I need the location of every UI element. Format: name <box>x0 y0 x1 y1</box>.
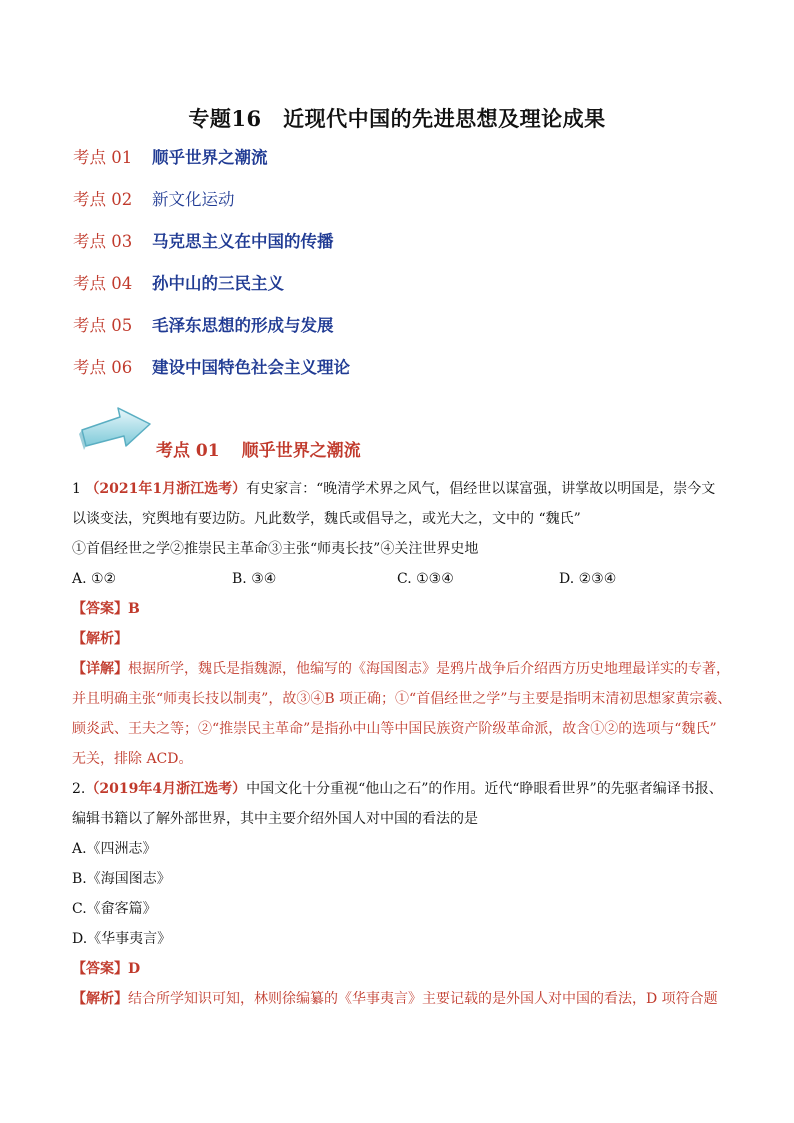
section-header <box>76 400 576 460</box>
topic-item-05 <box>73 315 713 357</box>
option-a: A.《四洲志》 <box>72 841 157 857</box>
topic-item-02 <box>73 189 713 231</box>
analysis-line <box>72 984 727 1014</box>
question-index: 1 <box>72 481 81 497</box>
question-1-line-2: 以谈变法，究舆地有要边防。凡此数学，魏氏或倡导之，或光大之，文中的 “魏氏” <box>72 511 581 527</box>
question-1-options <box>72 564 727 594</box>
option-b: B.《海国图志》 <box>72 871 171 887</box>
answer: 【答案】D <box>72 961 141 977</box>
option-c: C.《畲客篇》 <box>72 901 157 917</box>
question-stem: 有史家言：“晚清学术界之风气，倡经世以谋富强，讲掌故以明国是，崇今文 <box>246 481 716 497</box>
topic-item-01 <box>73 147 713 189</box>
answer: 【答案】B <box>72 601 140 617</box>
section-title <box>156 436 361 461</box>
arrow-right-icon <box>76 400 154 454</box>
topic-name: 建设中国特色社会主义理论 <box>152 358 350 377</box>
topic-number: 考点 03 <box>73 232 133 251</box>
topic-name: 顺乎世界之潮流 <box>152 148 268 167</box>
question-source: （2021年1月浙江选考） <box>85 481 247 497</box>
page-title: 专题16 近现代中国的先进思想及理论成果 <box>188 106 606 131</box>
detail-line-1: 【详解】根据所学，魏氏是指魏源，他编写的《海国图志》是鸦片战争后介绍西方历史地理最详实的专著， <box>72 661 730 677</box>
topic-name: 毛泽东思想的形成与发展 <box>152 316 334 335</box>
option-b: B. ③④ <box>232 571 277 587</box>
question-1-items: ①首倡经世之学②推崇民主革命③主张“师夷长技”④关注世界史地 <box>72 541 479 557</box>
analysis-text: 结合所学知识可知，林则徐编纂的《华事夷言》主要记载的是外国人对中国的看法，D 项符合题 <box>128 991 718 1007</box>
topic-item-03 <box>73 231 713 273</box>
question-source: （2019年4月浙江选考） <box>85 781 247 797</box>
detail-line-2: 并且明确主张“师夷长技以制夷”，故③④B 项正确；①“首倡经世之学”与主要是指明末清初思想家黄宗羲、 <box>72 691 732 707</box>
topic-name: 新文化运动 <box>152 190 235 209</box>
option-c: C. ①③④ <box>397 571 454 587</box>
topic-name: 马克思主义在中国的传播 <box>152 232 334 251</box>
detail-line-3: 顾炎武、王夫之等；②“推崇民主革命”是指孙中山等中国民族资产阶级革命派，故含①②的选项与“魏氏” <box>72 721 717 737</box>
question-2-line-2: 编辑书籍以了解外部世界，其中主要介绍外国人对中国的看法的是 <box>72 811 478 827</box>
analysis-label: 【解析】 <box>72 631 128 647</box>
question-index: 2. <box>72 781 86 797</box>
topic-number: 考点 04 <box>73 274 133 293</box>
topic-item-04 <box>73 273 713 315</box>
question-content <box>72 474 732 1014</box>
topic-number: 考点 05 <box>73 316 133 335</box>
question-stem: 中国文化十分重视“他山之石”的作用。近代“睁眼看世界”的先驱者编译书报、 <box>246 781 723 797</box>
option-a: A. ①② <box>72 571 117 587</box>
detail-label: 【详解】 <box>72 661 128 677</box>
option-d: D.《华事夷言》 <box>72 931 172 947</box>
section-number: 考点 01 <box>156 441 220 461</box>
section-name: 顺乎世界之潮流 <box>241 441 361 461</box>
analysis-label: 【解析】 <box>72 991 128 1007</box>
option-d: D. ②③④ <box>559 571 617 587</box>
topic-number: 考点 01 <box>73 148 133 167</box>
detail-line-4: 无关，排除 ACD。 <box>72 751 193 767</box>
topic-number: 考点 02 <box>73 190 133 209</box>
topic-name: 孙中山的三民主义 <box>152 274 284 293</box>
topic-list <box>73 147 713 399</box>
topic-number: 考点 06 <box>73 358 133 377</box>
question-1-line-1 <box>72 474 727 504</box>
question-2-line-1 <box>72 774 727 804</box>
topic-item-06 <box>73 357 713 399</box>
